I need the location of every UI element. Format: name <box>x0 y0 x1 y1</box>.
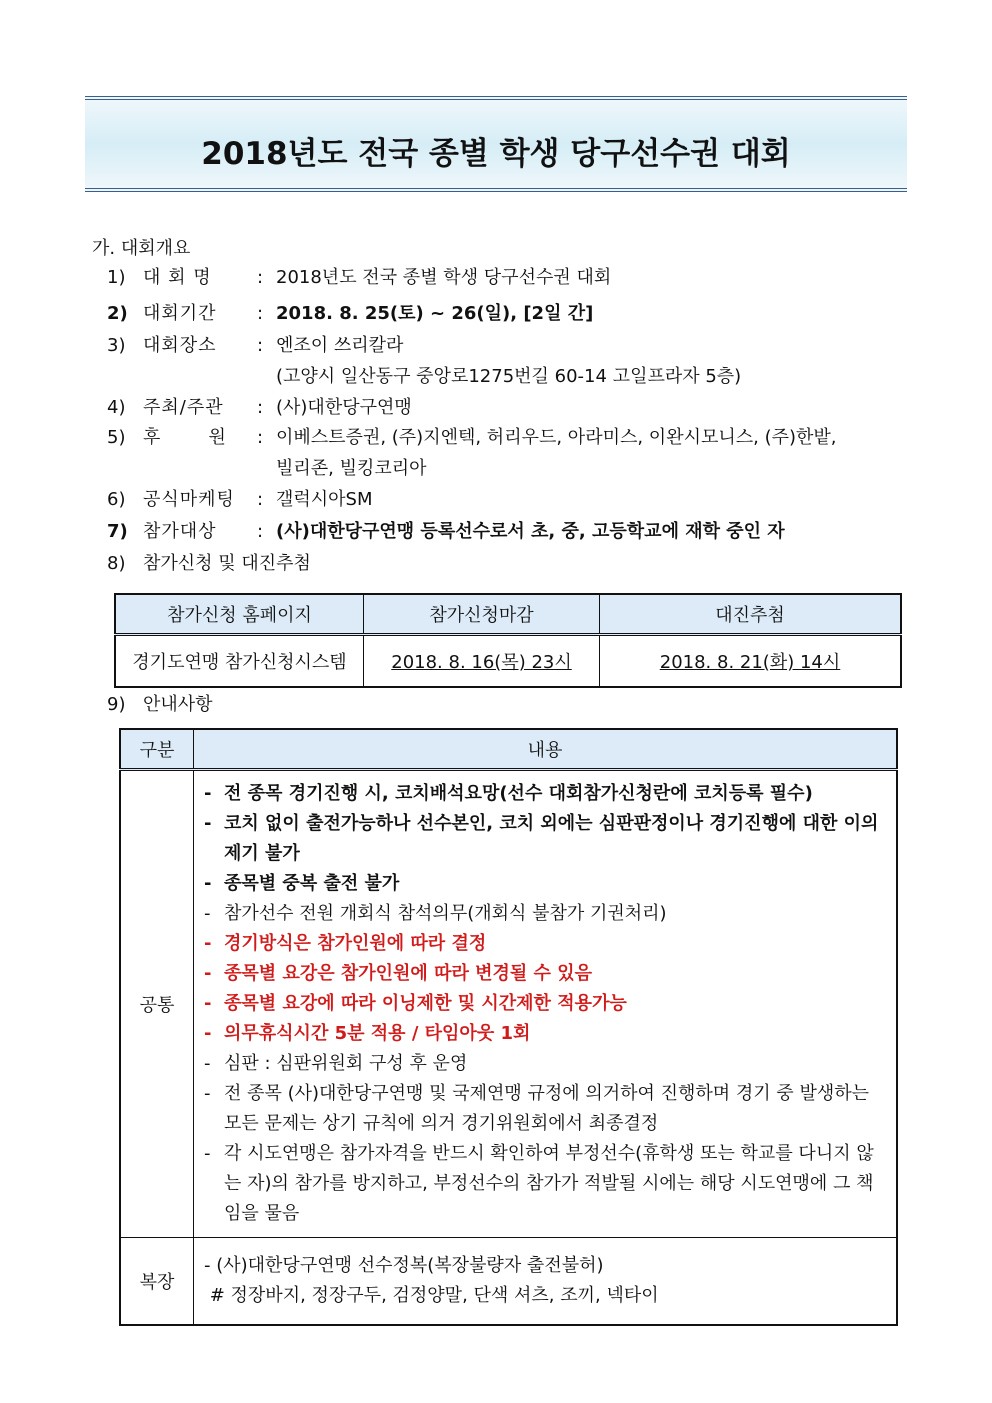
common-item <box>204 959 890 989</box>
notice-num: 9) <box>107 694 126 715</box>
overview-colon: : <box>257 335 264 356</box>
common-item-text: 종목별 중복 출전 불가 <box>224 873 400 894</box>
common-item-text: 종목별 요강은 참가인원에 따라 변경될 수 있음 <box>224 963 592 984</box>
common-item <box>204 1049 890 1079</box>
deadline-date: 2018. 8. 16(목) 23시 <box>391 652 572 673</box>
overview-colon: : <box>257 303 264 324</box>
overview-colon: : <box>257 267 264 288</box>
registration-table-header <box>115 594 901 635</box>
header-content: 내용 <box>194 729 898 770</box>
overview-num: 6) <box>107 489 126 510</box>
overview-value: 갤럭시아SM <box>276 489 373 510</box>
category-dress: 복장 <box>120 1238 194 1326</box>
category-common: 공통 <box>120 770 194 1238</box>
dash-bullet: - <box>204 1083 211 1104</box>
overview-num: 2) <box>107 303 128 324</box>
overview-value: (사)대한당구연맹 <box>276 397 412 418</box>
section-heading: 가. 대회개요 <box>92 238 191 259</box>
common-item-text: 코치 없이 출전가능하나 선수본인, 코치 외에는 심판판정이나 경기진행에 대한 이의제기 불가 <box>224 813 879 864</box>
overview-label: 공식마케팅 <box>143 489 235 510</box>
overview-num: 5) <box>107 427 126 448</box>
common-item <box>204 1019 890 1049</box>
overview-label: 참가신청 및 대진추첨 <box>143 553 311 574</box>
notice-table <box>119 728 898 1326</box>
page-title: 2018년도 전국 종별 학생 당구선수권 대회 <box>201 136 791 172</box>
notice-row-common <box>120 770 897 1238</box>
dash-bullet: - <box>204 1023 212 1044</box>
common-item <box>204 989 890 1019</box>
common-item-text: 각 시도연맹은 참가자격을 반드시 확인하여 부정선수(휴학생 또는 학교를 다니지 않는 자)의 참가를 방지하고, 부정선수의 참가가 적발될 시에는 해당 시도연맹에 그 책임을 물음 <box>224 1143 874 1224</box>
overview-colon: : <box>257 521 264 542</box>
overview-value: 2018. 8. 25(토) ~ 26(일), [2일 간] <box>276 303 594 324</box>
overview-value: (사)대한당구연맹 등록선수로서 초, 중, 고등학교에 재학 중인 자 <box>276 521 785 542</box>
dress-line: - (사)대한당구연맹 선수정복(복장불량자 출전불허) <box>204 1255 604 1276</box>
dash-bullet: - <box>204 933 212 954</box>
common-item-text: 경기방식은 참가인원에 따라 결정 <box>224 933 487 954</box>
dash-bullet: - <box>204 783 212 804</box>
overview-label: 후 원 <box>143 427 227 448</box>
overview-num: 3) <box>107 335 126 356</box>
common-content <box>194 770 898 1238</box>
overview-colon: : <box>257 397 264 418</box>
overview-colon: : <box>257 427 264 448</box>
draw-cell <box>600 635 902 688</box>
overview-value-line2: (고양시 일산동구 중앙로1275번길 60-14 고일프라자 5층) <box>276 366 742 387</box>
header-draw: 대진추첨 <box>600 594 902 635</box>
registration-system: 경기도연맹 참가신청시스템 <box>115 635 364 688</box>
notice-row-dress <box>120 1238 897 1326</box>
common-item-text: 전 종목 경기진행 시, 코치배석요망(선수 대회참가신청란에 코치등록 필수) <box>224 783 813 804</box>
common-item-text: 종목별 요강에 따라 이닝제한 및 시간제한 적용가능 <box>224 993 627 1014</box>
common-item-text: 참가선수 전원 개회식 참석의무(개회식 불참가 기권처리) <box>224 903 667 924</box>
common-item <box>204 1079 890 1139</box>
common-item <box>204 899 890 929</box>
dash-bullet: - <box>204 903 211 924</box>
dash-bullet: - <box>204 993 212 1014</box>
overview-value: 2018년도 전국 종별 학생 당구선수권 대회 <box>276 267 612 288</box>
overview-value: 엔조이 쓰리칼라 <box>276 335 404 356</box>
dress-line: # 정장바지, 정장구두, 검정양말, 단색 셔츠, 조끼, 넥타이 <box>204 1285 659 1306</box>
overview-num: 1) <box>107 267 126 288</box>
common-item-text: 전 종목 (사)대한당구연맹 및 국제연맹 규정에 의거하여 진행하며 경기 중 발생하는 모든 문제는 상기 규칙에 의거 경기위원회에서 최종결정 <box>224 1083 870 1134</box>
overview-colon: : <box>257 489 264 510</box>
notice-table-header <box>120 729 897 770</box>
dash-bullet: - <box>204 1053 211 1074</box>
registration-table-row <box>115 635 901 688</box>
overview-num: 8) <box>107 553 126 574</box>
overview-value-line2: 빌리존, 빌킹코리아 <box>276 458 427 479</box>
title-banner <box>85 96 907 192</box>
overview-num: 7) <box>107 521 128 542</box>
dash-bullet: - <box>204 873 212 894</box>
header-homepage: 참가신청 홈페이지 <box>115 594 364 635</box>
overview-label: 대 회 명 <box>143 267 212 288</box>
dress-content <box>194 1238 898 1326</box>
overview-label: 주최/주관 <box>143 397 224 418</box>
common-item <box>204 779 890 809</box>
overview-value: 이베스트증권, (주)지엔텍, 허리우드, 아라미스, 이완시모니스, (주)한밭, <box>276 427 837 448</box>
dash-bullet: - <box>204 963 212 984</box>
common-item <box>204 809 890 869</box>
header-deadline: 참가신청마감 <box>364 594 600 635</box>
overview-label: 대회장소 <box>143 335 217 356</box>
registration-table <box>114 593 902 688</box>
common-item-text: 심판 : 심판위원회 구성 후 운영 <box>224 1053 468 1074</box>
common-item-text: 의무휴식시간 5분 적용 / 타임아웃 1회 <box>224 1023 531 1044</box>
header-category: 구분 <box>120 729 194 770</box>
common-item <box>204 869 890 899</box>
common-item <box>204 929 890 959</box>
draw-date: 2018. 8. 21(화) 14시 <box>659 652 841 673</box>
notice-label: 안내사항 <box>143 694 213 715</box>
dash-bullet: - <box>204 813 212 834</box>
dash-bullet: - <box>204 1143 211 1164</box>
overview-label: 참가대상 <box>143 521 217 542</box>
overview-label: 대회기간 <box>143 303 217 324</box>
common-item <box>204 1139 890 1229</box>
overview-num: 4) <box>107 397 126 418</box>
deadline-cell <box>364 635 600 688</box>
